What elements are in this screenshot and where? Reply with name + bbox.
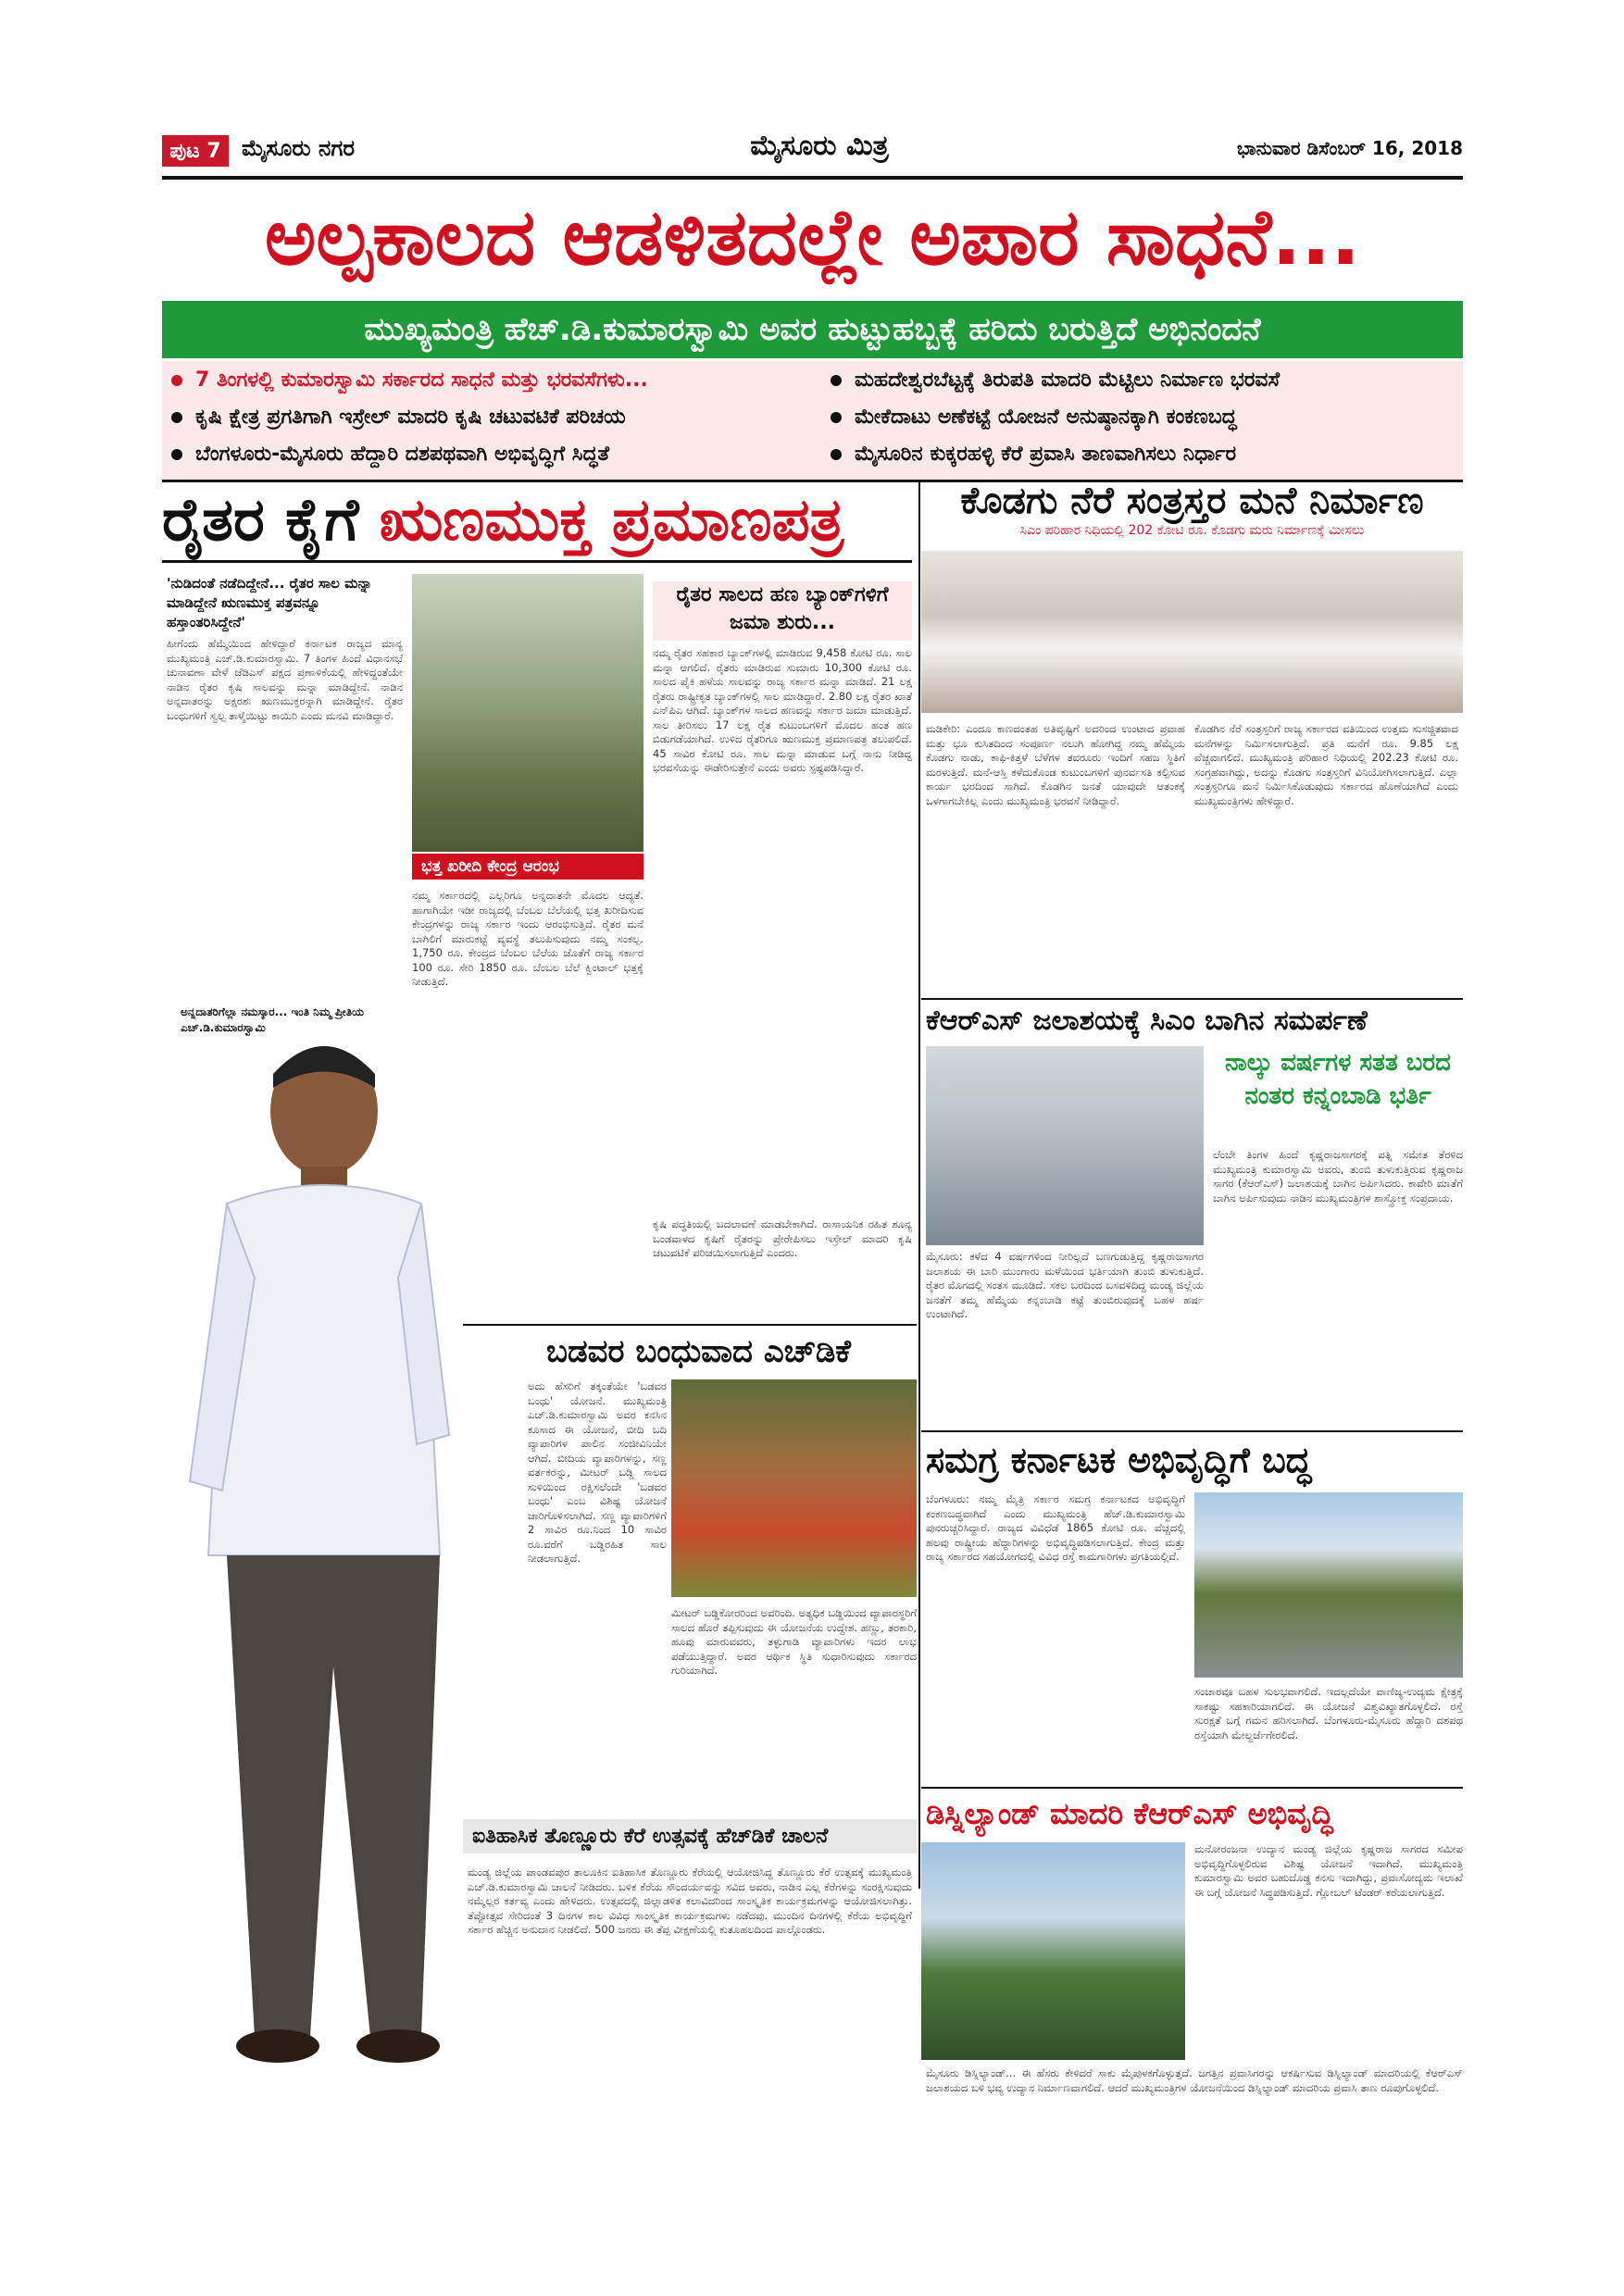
samagra-headline: ಸಮಗ್ರ ಕರ್ನಾಟಕ ಅಭಿವೃದ್ಧಿಗೆ ಬದ್ಧ xyxy=(926,1440,1312,1480)
rule xyxy=(921,1430,1463,1432)
rule xyxy=(921,998,1463,1000)
green-banner: ಮುಖ್ಯಮಂತ್ರಿ ಹೆಚ್.ಡಿ.ಕುಮಾರಸ್ವಾಮಿ ಅವರ ಹುಟ್ಟುಹಬ್ಬಕ್ಕೆ ಹರಿದು ಬರುತ್ತಿದೆ ಅಭಿನಂದನೆ xyxy=(162,301,1463,358)
highway-photo xyxy=(1194,1492,1463,1678)
rule xyxy=(921,1787,1463,1789)
samagra-body-a: ಬೆಂಗಳೂರು: ನಮ್ಮ ಮೈತ್ರಿ ಸರ್ಕಾರ ಸಮಗ್ರ ಕರ್ನಾಟಕದ ಅಭಿವೃದ್ಧಿಗೆ ಕಂಕಣಬದ್ಧವಾಗಿದೆ ಎಂದು ಮುಖ್ಯಮಂತ್ರಿ ಹೆಚ್.ಡಿ.ಕುಮಾರಸ್ವಾಮಿ ಪುನರುಚ್ಚರಿಸಿದ್ದಾರೆ. ರಾಜ್ಯದ ವಿವಿಧೆಡೆ 1865 ಕೋಟಿ ರೂ. ವೆಚ್ಚದಲ್ಲಿ ಹಲವು ರಾಷ್ಟ್ರೀಯ ಹೆದ್ದಾರಿಗಳನ್ನು ಅಭಿವೃದ್ಧಿಪಡಿಸಲಾಗುತ್ತಿದೆ. ಕೇಂದ್ರ ಮತ್ತು ರಾಜ್ಯ ಸರ್ಕಾರದ ಸಹಯೋಗದಲ್ಲಿ ವಿವಿಧ ರಸ್ತೆ ಕಾಮಗಾರಿಗಳು ಪ್ರಗತಿಯಲ್ಲಿವೆ. xyxy=(926,1492,1185,1563)
loans-body-2: ಕೃಷಿ ಪದ್ಧತಿಯಲ್ಲಿ ಬದಲಾವಣೆ ಮಾಡಬೇಕಾಗಿದೆ. ರಾಸಾಯನಿಕ ರಹಿತ ಶೂನ್ಯ ಬಂಡವಾಳದ ಕೃಷಿಗೆ ರೈತರನ್ನು ಪ್ರೇರೇಪಿಸಲು ಇಸ್ರೇಲ್ ಮಾದರಿ ಕೃಷಿ ಚಟುವಟಿಕೆ ಪರಿಚಯಿಸಲಾಗುತ್ತಿದೆ ಎಂದರು. xyxy=(653,1217,912,1259)
disney-body-b: ಮೈಸೂರು ಡಿಸ್ನಿಲ್ಯಾಂಡ್... ಈ ಹೆಸರು ಕೇಳಿದರೆ ಸಾಕು ಮೈಪುಳಕಗೊಳ್ಳುತ್ತದೆ. ಜಗತ್ತಿನ ಪ್ರವಾಸಿಗರನ್ನು ಆಕರ್ಷಿಸುವ ಡಿಸ್ನಿಲ್ಯಾಂಡ್ ಮಾದರಿಯಲ್ಲಿ ಕೆಆರ್‌ಎಸ್ ಜಲಾಶಯದ ಬಳಿ ಭವ್ಯ ಉದ್ಯಾನ ನಿರ್ಮಾಣವಾಗಲಿದೆ. ಆದರೆ ಮುಖ್ಯಮಂತ್ರಿಗಳ ಯೋಜನೆಯಿಂದ ಡಿಸ್ನಿಲ್ಯಾಂಡ್ ಮಾದರಿಯ ಪ್ರವಾಸಿ ತಾಣ ರೂಪುಗೊಳ್ಳಲಿದೆ. xyxy=(926,2066,1463,2094)
dateline: ಭಾನುವಾರ ಡಿಸೆಂಬರ್ 16, 2018 xyxy=(1236,137,1463,159)
badavara-body-a: ಅದು ಹೆಸರಿಗೆ ತಕ್ಕಂತೆಯೇ 'ಬಡವರ ಬಂಧು' ಯೋಜನೆ. ಮುಖ್ಯಮಂತ್ರಿ ಎಚ್.ಡಿ.ಕುಮಾರಸ್ವಾಮಿ ಅವರ ಕನಸಿನ ಕೂಸಾದ ಈ ಯೋಜನೆ, ಬೀದಿ ಬದಿ ವ್ಯಾಪಾರಿಗಳ ಪಾಲಿನ ಸಂಜೀವಿನಿಯೇ ಆಗಿದೆ. ಬೀದಿಯ ವ್ಯಾಪಾರಿಗಳನ್ನು, ಸಣ್ಣ ವರ್ತಕರನ್ನು, ಮೀಟರ್ ಬಡ್ಡಿ ಸಾಲದ ಸುಳಿಯಿಂದ ರಕ್ಷಿಸಲೆಂದೇ 'ಬಡವರ ಬಂಧು' ಎಂಬ ವಿಶಿಷ್ಟ ಯೋಜನೆ ಜಾರಿಗೊಳಿಸಲಾಗಿದೆ. ಸಣ್ಣ ವ್ಯಾಪಾರಿಗಳಿಗೆ 2 ಸಾವಿರ ರೂ.ನಿಂದ 10 ಸಾವಿರ ರೂ.ವರೆಗೆ ಬಡ್ಡಿರಹಿತ ಸಾಲ ನೀಡಲಾಗುತ್ತಿದೆ. xyxy=(528,1379,667,1565)
bullet-icon xyxy=(171,449,182,460)
highlight-item: ಮೈಸೂರಿನ ಕುಕ್ಕರಹಳ್ಳಿ ಕೆರೆ ಪ್ರವಾಸಿ ತಾಣವಾಗಿಸಲು ನಿರ್ಧಾರ xyxy=(831,443,1236,466)
tonnur-body: ಮಂಡ್ಯ ಜಿಲ್ಲೆಯ ಪಾಂಡವಪುರ ತಾಲೂಕಿನ ಐತಿಹಾಸಿಕ ತೊಣ್ಣೂರು ಕೆರೆಯಲ್ಲಿ ಆಯೋಜಿಸಿದ್ದ ತೊಣ್ಣೂರು ಕೆರೆ ಉತ್ಸವಕ್ಕೆ ಮುಖ್ಯಮಂತ್ರಿ ಎಚ್.ಡಿ.ಕುಮಾರಸ್ವಾಮಿ ಚಾಲನೆ ನೀಡಿದರು. ಬಳಿಕ ಕೆರೆಯ ಸೌಂದರ್ಯವನ್ನು ಸವಿದ ಅವರು, ನಾಡಿನ ಎಲ್ಲ ಕೆರೆಗಳನ್ನು ಸಂರಕ್ಷಿಸುವುದು ನಮ್ಮೆಲ್ಲರ ಕರ್ತವ್ಯ ಎಂದು ಹೇಳಿದರು. ಉತ್ಸವದಲ್ಲಿ ಜಿಲ್ಲಾಡಳಿತ ಕಲಾವಿದರಿಂದ ಸಾಂಸ್ಕೃತಿಕ ಕಾರ್ಯಕ್ರಮಗಳನ್ನು ಆಯೋಜಿಸಲಾಗಿತ್ತು. ತೆಪ್ಪೋತ್ಸವ ಸೇರಿದಂತೆ 3 ದಿನಗಳ ಕಾಲ ವಿವಿಧ ಸಾಂಸ್ಕೃತಿಕ ಕಾರ್ಯಕ್ರಮಗಳು ನಡೆದವು. ಮುಂದಿನ ದಿನಗಳಲ್ಲಿ ಕೆರೆಯ ಅಭಿವೃದ್ಧಿಗೆ ಸರ್ಕಾರ ಹೆಚ್ಚಿನ ಅನುದಾನ ನೀಡಲಿದೆ. 500 ಜನರು ಈ ತೆಪ್ಪ ವೀಕ್ಷಣೆಯಲ್ಲಿ ಕುತೂಹಲದಿಂದ ಪಾಲ್ಗೊಂಡರು. xyxy=(468,1866,912,1936)
samagra-body-b: ಸಂಚಾರವೂ ಬಹಳ ಸುಲಭವಾಗಲಿದೆ. ಇದಲ್ಲದೆಯೇ ವಾಣಿಜ್ಯ-ಉದ್ಯಮ ಕ್ಷೇತ್ರಕ್ಕೆ ಸಾಕಷ್ಟು ಸಹಕಾರಿಯಾಗಲಿದೆ. ಈ ಯೋಜನೆ ವಿಶ್ವವಿಖ್ಯಾತಗೊಳ್ಳಲಿದೆ. ರಸ್ತೆ ಸುರಕ್ಷತೆ ಬಗ್ಗೆ ಗಮನ ಹರಿಸಲಾಗಿದೆ. ಬೆಂಗಳೂರು-ಮೈಸೂರು ಹೆದ್ದಾರಿ ದಶಪಥ ರಸ್ತೆಯಾಗಿ ಮೇಲ್ದರ್ಜೆಗೇರಲಿದೆ. xyxy=(1194,1685,1463,1741)
loans-box-head: ರೈತರ ಸಾಲದ ಹಣ ಬ್ಯಾಂಕ್‌ಗಳಿಗೆ ಜಮಾ ಶುರು... xyxy=(653,581,912,641)
bullet-icon xyxy=(831,449,842,460)
paper-name: ಮೈಸೂರು ಮಿತ್ರ xyxy=(750,130,889,162)
bullet-icon xyxy=(831,412,842,423)
badavara-headline: ಬಡವರ ಬಂಧುವಾದ ಎಚ್‌ಡಿಕೆ xyxy=(546,1333,851,1370)
highlight-item: ಬೆಂಗಳೂರು-ಮೈಸೂರು ಹೆದ್ದಾರಿ ದಶಪಥವಾಗಿ ಅಭಿವೃದ್ಧಿಗೆ ಸಿದ್ಧತೆ xyxy=(171,443,609,466)
tonnur-headline: ಐತಿಹಾಸಿಕ ತೊಣ್ಣೂರು ಕೆರೆ ಉತ್ಸವಕ್ಕೆ ಹೆಚ್‌ಡಿಕೆ ಚಾಲನೆ xyxy=(463,1819,917,1853)
farmers-kicker: 'ನುಡಿದಂತೆ ನಡೆದಿದ್ದೇನೆ... ರೈತರ ಸಾಲ ಮನ್ನಾ ಮಾಡಿದ್ದೇನೆ ಋಣಮುಕ್ತ ಪತ್ರವನ್ನೂ ಹಸ್ತಾಂತರಿಸಿದ್ದೇನೆ' xyxy=(167,575,373,630)
highlight-item: ಕೃಷಿ ಕ್ಷೇತ್ರ ಪ್ರಗತಿಗಾಗಿ ಇಸ್ರೇಲ್ ಮಾದರಿ ಕೃಷಿ ಚಟುವಟಿಕೆ ಪರಿಚಯ xyxy=(171,406,626,429)
kodagu-body-b: ಕೊಡಗಿನ ನೆರೆ ಸಂತ್ರಸ್ತರಿಗೆ ರಾಜ್ಯ ಸರ್ಕಾರದ ವತಿಯಿಂದ ಉತ್ತಮ ಸುಸಜ್ಜಿತವಾದ ಮನೆಗಳನ್ನು ನಿರ್ಮಿಸಲಾಗುತ್ತಿದೆ. ಪ್ರತಿ ಮನೆಗೆ ರೂ. 9.85 ಲಕ್ಷ ವೆಚ್ಚವಾಗಲಿದೆ. ಮುಖ್ಯಮಂತ್ರಿ ಪರಿಹಾರ ನಿಧಿಯಲ್ಲಿ 202.23 ಕೋಟಿ ರೂ. ಸಂಗ್ರಹವಾಗಿದ್ದು, ಅದನ್ನು ಕೊಡಗು ಸಂತ್ರಸ್ತರಿಗೆ ವಿನಿಯೋಗಿಸಲಾಗುತ್ತಿದೆ. ಎಲ್ಲಾ ಸಂತ್ರಸ್ತರಿಗೂ ಮನೆ ನಿರ್ಮಿಸಿಕೊಡುವುದು ಸರ್ಕಾರದ ಹೊಣೆಯಾಗಿದೆ ಎಂದು ಮುಖ್ಯಮಂತ್ರಿಗಳು ಹೇಳಿದ್ದಾರೆ. xyxy=(1194,722,1458,807)
farmers-body-2: ನಮ್ಮ ಸರ್ಕಾರದಲ್ಲಿ ಎಲ್ಲರಿಗೂ ಅನ್ನದಾತನೇ ಮೊದಲ ಆದ್ಯತೆ. ಹಾಗಾಗಿಯೇ ಇಡೀ ರಾಜ್ಯದಲ್ಲಿ ಬೆಂಬಲ ಬೆಲೆಯಲ್ಲಿ ಭತ್ತ ಖರೀದಿಸುವ ಕೇಂದ್ರಗಳನ್ನು ರಾಜ್ಯ ಸರ್ಕಾರ ಇಂದು ಆರಂಭಿಸುತ್ತಿದೆ. ರೈತರ ಮನೆ ಬಾಗಿಲಿಗೆ ಮಾರುಕಟ್ಟೆ ವ್ಯವಸ್ಥೆ ತಲುಪಿಸುವುದು ನಮ್ಮ ಸಂಕಲ್ಪ. 1,750 ರೂ. ಕೇಂದ್ರದ ಬೆಂಬಲ ಬೆಲೆಯ ಜೊತೆಗೆ ರಾಜ್ಯ ಸರ್ಕಾರ 100 ರೂ. ಸೇರಿ 1850 ರೂ. ಬೆಂಬಲ ಬೆಲೆ ಕ್ವಿಂಟಾಲ್ ಭತ್ತಕ್ಕೆ ನೀಡುತ್ತಿದೆ. xyxy=(412,889,643,988)
bullet-icon xyxy=(171,412,182,423)
kodagu-subhead: ಸಿಎಂ ಪರಿಹಾರ ನಿಧಿಯಲ್ಲಿ 202 ಕೋಟಿ ರೂ. ಕೊಡಗು ಮರು ನಿರ್ಮಾಣಕ್ಕೆ ಮೀಸಲು xyxy=(1019,523,1365,538)
farmers-body: ಹೀಗೆಂದು ಹೆಮ್ಮೆಯಿಂದ ಹೇಳಿದ್ದಾರೆ ಕರ್ನಾಟಕ ರಾಜ್ಯದ ಮಾನ್ಯ ಮುಖ್ಯಮಂತ್ರಿ ಎಚ್.ಡಿ.ಕುಮಾರಸ್ವಾಮಿ. 7 ತಿಂಗಳ ಹಿಂದೆ ವಿಧಾನಸಭೆ ಚುನಾವಣಾ ವೇಳೆ ಜೆಡಿಎಸ್ ಪಕ್ಷದ ಪ್ರಣಾಳಿಕೆಯಲ್ಲಿ ಹೇಳಿದ್ದಂತೆಯೇ ನಾಡಿನ ರೈತರ ಕೃಷಿ ಸಾಲವನ್ನು ಮನ್ನಾ ಮಾಡಿದ್ದೇನೆ. ನಾಡಿನ ಅನ್ನದಾತರನ್ನು ಅಕ್ಷರಶಃ ಋಣಮುಕ್ತರನ್ನಾಗಿ ಮಾಡಿದ್ದೇನೆ. ರೈತರ ಬಂಧುಗಳಿಗೆ ಸ್ವಲ್ಪ ತಾಳ್ಮೆಯಿಟ್ಟು ಕಾಯಿರಿ ಎಂದು ಮನವಿ ಮಾಡಿದ್ದಾರೆ. xyxy=(167,637,403,722)
krs-body-a: ಲೆಂಬೇ ತಿಂಗಳ ಹಿಂದೆ ಕೃಷ್ಣರಾಜಸಾಗರಕ್ಕೆ ಪತ್ನಿ ಸಮೇತ ತೆರಳಿದ ಮುಖ್ಯಮಂತ್ರಿ ಕುಮಾರಸ್ವಾಮಿ ಅವರು, ತುಂಬಿ ತುಳುಕುತ್ತಿರುವ ಕೃಷ್ಣರಾಜ ಸಾಗರ (ಕೆಆರ್‌ಎಸ್) ಜಲಾಶಯಕ್ಕೆ ಬಾಗಿನ ಅರ್ಪಿಸಿದರು. ಕಾವೇರಿ ಮಾತೆಗೆ ಬಾಗಿನ ಅರ್ಪಿಸುವುದು ನಾಡಿನ ಮುಖ್ಯಮಂತ್ರಿಗಳ ಶಾಸ್ತ್ರೋಕ್ತ ಸಂಪ್ರದಾಯ. xyxy=(1213,1148,1463,1204)
section-name: ಮೈಸೂರು ನಗರ xyxy=(242,135,356,161)
rule xyxy=(162,560,912,563)
bullet-icon xyxy=(831,375,842,386)
paddy-photo xyxy=(412,574,643,852)
kodagu-headline: ಕೊಡಗು ನೆರೆ ಸಂತ್ರಸ್ತರ ಮನೆ ನಿರ್ಮಾಣ xyxy=(960,480,1424,522)
highlight-item: ಮಹದೇಶ್ವರಬೆಟ್ಟಕ್ಕೆ ತಿರುಪತಿ ಮಾದರಿ ಮೆಟ್ಟಿಲು ನಿರ್ಮಾಣ ಭರವಸೆ xyxy=(831,368,1280,392)
masthead-rule xyxy=(162,176,1463,180)
vendor-photo xyxy=(671,1379,917,1597)
disney-headline: ಡಿಸ್ನಿಲ್ಯಾಂಡ್ ಮಾದರಿ ಕೆಆರ್‌ಎಸ್ ಅಭಿವೃದ್ಧಿ xyxy=(926,1796,1333,1831)
rule xyxy=(463,1324,917,1326)
kodagu-photo xyxy=(921,551,1463,713)
cm-signoff: ಅನ್ನದಾತರಿಗೆಲ್ಲಾ ನಮಸ್ಕಾರ... ಇಂತಿ ನಿಮ್ಮ ಪ್ರೀತಿಯ ಎಚ್.ಡಿ.ಕುಮಾರಸ್ವಾಮಿ xyxy=(181,1005,364,1034)
highlight-item: 7 ತಿಂಗಳಲ್ಲಿ ಕುಮಾರಸ್ವಾಮಿ ಸರ್ಕಾರದ ಸಾಧನೆ ಮತ್ತು ಭರವಸೆಗಳು... xyxy=(171,368,648,392)
masthead xyxy=(162,130,1463,174)
krs-body-b: ಮೈಸೂರು: ಕಳೆದ 4 ವರ್ಷಗಳಿಂದ ನೀರಿಲ್ಲದೆ ಬಣಗುಡುತ್ತಿದ್ದ ಕೃಷ್ಣರಾಜಸಾಗರ ಜಲಾಶಯ ಈ ಬಾರಿ ಮುಂಗಾರು ಮಳೆಯಿಂದ ಭರ್ತಿಯಾಗಿ ತುಂಬಿ ತುಳುಕುತ್ತಿದೆ. ರೈತರ ಮೊಗದಲ್ಲಿ ಸಂತಸ ಮೂಡಿದೆ. ಸಕಲ ಬರದಿಂದ ಬಸವಳಿದಿದ್ದ ಮಂಡ್ಯ ಜಿಲ್ಲೆಯ ಜನತೆಗೆ ತಮ್ಮ ಹೆಮ್ಮೆಯ ಕನ್ನಂಬಾಡಿ ಕಟ್ಟೆ ತುಂಬಿರುವುದಕ್ಕೆ ಬಹಳ ಹರ್ಷ ಉಂಟಾಗಿದೆ. xyxy=(926,1250,1204,1320)
disney-body-a: ಮನೋರಂಜನಾ ಉದ್ಯಾನ ಮಂಡ್ಯ ಜಿಲ್ಲೆಯ ಕೃಷ್ಣರಾಜ ಸಾಗರದ ಸಮೀಪ ಅಭಿವೃದ್ಧಿಗೊಳ್ಳಲಿರುವ ವಿಶಿಷ್ಟ ಯೋಜನೆ ಇದಾಗಿದೆ. ಮುಖ್ಯಮಂತ್ರಿ ಕುಮಾರಸ್ವಾಮಿ ಅವರ ಬಹುದೊಡ್ಡ ಕನಸು ಇದಾಗಿದ್ದು, ಪ್ರವಾಸೋದ್ಯಮ ಇಲಾಖೆ ಈ ಬಗ್ಗೆ ಯೋಜನೆ ಸಿದ್ಧಪಡಿಸುತ್ತಿದೆ. ಗ್ಲೋಬಲ್ ಟೆಂಡರ್ ಕರೆಯಲಾಗುತ್ತಿದೆ. xyxy=(1194,1842,1463,1899)
farmers-headline: ರೈತರ ಕೈಗೆ ಋಣಮುಕ್ತ ಪ್ರಮಾಣಪತ್ರ xyxy=(162,486,844,555)
paddy-caption: ಭತ್ತ ಖರೀದಿ ಕೇಂದ್ರ ಆರಂಭ xyxy=(412,854,643,880)
highlights-box xyxy=(162,361,1463,482)
loans-body: ನಮ್ಮ ರೈತರ ಸಹಕಾರ ಬ್ಯಾಂಕ್‌ಗಳಲ್ಲಿ ಮಾಡಿರುವ 9,458 ಕೋಟಿ ರೂ. ಸಾಲ ಮನ್ನಾ ಆಗಲಿದೆ. ರೈತರು ಮಾಡಿರುವ ಸುಮಾರು 10,300 ಕೋಟಿ ರೂ. ಸಾಲದ ಪೈಕಿ ಹಳೆಯ ಸಾಲವನ್ನು ರಾಜ್ಯ ಸರ್ಕಾರ ಮನ್ನಾ ಮಾಡಿದೆ. 21 ಲಕ್ಷ ರೈತರು ರಾಷ್ಟ್ರೀಕೃತ ಬ್ಯಾಂಕ್‌ಗಳಲ್ಲಿ ಸಾಲ ಮಾಡಿದ್ದಾರೆ. 2.80 ಲಕ್ಷ ರೈತರ ಖಾತೆ ಎನ್‌ಪಿಎ ಆಗಿದೆ. ಬ್ಯಾಂಕ್‌ಗಳ ಸಾಲದ ಹಣವನ್ನು ಸರ್ಕಾರ ಜಮಾ ಮಾಡುತ್ತಿದೆ. ಸಾಲ ತೀರಿಸಲು 17 ಲಕ್ಷ ರೈತ ಕುಟುಂಬಗಳಿಗೆ ಮೊದಲ ಹಂತ ಹಣ ಬಿಡುಗಡೆಯಾಗಿದೆ. ಉಳಿದ ರೈತರಿಗೂ ಋಣಮುಕ್ತ ಪ್ರಮಾಣಪತ್ರ ತಲುಪಲಿದೆ. 45 ಸಾವಿರ ಕೋಟಿ ರೂ. ಸಾಲ ಮನ್ನಾ ಮಾಡುವ ಬಗ್ಗೆ ನಾನು ನೀಡಿದ್ದ ಭರವಸೆಯನ್ನು ಈಡೇರಿಸುತ್ತೇನೆ ಎಂದು ಅವರು ಸ್ಪಷ್ಟಪಡಿಸಿದ್ದಾರೆ. xyxy=(653,646,912,774)
page-number: ಪುಟ 7 xyxy=(162,135,229,167)
krs-headline: ಕೆಆರ್‌ಎಸ್ ಜಲಾಶಯಕ್ಕೆ ಸಿಎಂ ಬಾಗಿನ ಸಮರ್ಪಣೆ xyxy=(926,1004,1368,1037)
highlight-item: ಮೇಕೆದಾಟು ಅಣೆಕಟ್ಟೆ ಯೋಜನೆ ಅನುಷ್ಠಾನಕ್ಕಾಗಿ ಕಂಕಣಬದ್ಧ xyxy=(831,406,1237,429)
badavara-body-b: ಮೀಟರ್ ಬಡ್ಡಿಕೋರರಿಂದ ಅವರಿಂದಿ. ಅತ್ಯಧಿಕ ಬಡ್ಡಿಯಿಂದ ವ್ಯಾಪಾರಸ್ಥರಿಗೆ ಸಾಲದ ಹೊರೆ ತಪ್ಪಿಸುವುದು ಈ ಯೋಜನೆಯ ಉದ್ದೇಶ. ಹಣ್ಣು, ತರಕಾರಿ, ಹೂವು ಮಾರುವವರು, ತಳ್ಳುಗಾಡಿ ವ್ಯಾಪಾರಿಗಳು ಇದರ ಲಾಭ ಪಡೆಯುತ್ತಿದ್ದಾರೆ. ಅವರ ಆರ್ಥಿಕ ಸ್ಥಿತಿ ಸುಧಾರಿಸುವುದು ಸರ್ಕಾರದ ಗುರಿಯಾಗಿದೆ. xyxy=(671,1606,917,1677)
column-rule xyxy=(918,481,920,1889)
kodagu-body-a: ಮಡಿಕೇರಿ: ಎಂದೂ ಕಾಣದಂತಹ ಅತಿವೃಷ್ಟಿಗೆ ಅದರಿಂದ ಉಂಟಾದ ಪ್ರವಾಹ ಮತ್ತು ಭೂ ಕುಸಿತದಿಂದ ಸಂಪೂರ್ಣ ನಲುಗಿ ಹೋಗಿದ್ದ ನಮ್ಮ ಹೆಮ್ಮೆಯ ಕೊಡಗು ನಾಡು, ಕಾಫಿ-ಕಿತ್ತಳೆ ಬೆಳೆಗಳ ತವರೂರು ಇಂದಿಗೆ ಸಹಜ ಸ್ಥಿತಿಗೆ ಮರಳುತ್ತಿದೆ. ಮನೆ-ಆಸ್ತಿ ಕಳೆದುಕೊಂಡ ಕುಟುಂಬಗಳಿಗೆ ಪುನರ್ವಸತಿ ಕಲ್ಪಿಸುವ ಕಾರ್ಯ ಭರದಿಂದ ಸಾಗಿದೆ. ಕೊಡಗಿನ ಜನತೆ ಯಾವುದೇ ಆತಂಕಕ್ಕೆ ಒಳಗಾಗಬೇಕಿಲ್ಲ ಎಂದು ಮುಖ್ಯಮಂತ್ರಿ ಭರವಸೆ ನೀಡಿದ್ದಾರೆ. xyxy=(926,722,1185,807)
main-headline: ಅಲ್ಪಕಾಲದ ಆಡಳಿತದಲ್ಲೇ ಅಪಾರ ಸಾಧನೆ... xyxy=(264,192,1361,282)
krs-photo xyxy=(926,1046,1204,1245)
bullet-icon xyxy=(171,375,182,386)
disney-photo xyxy=(921,1842,1185,2060)
krs-green-subhead: ನಾಲ್ಕು ವರ್ಷಗಳ ಸತತ ಬರದ ನಂತರ ಕನ್ನಂಬಾಡಿ ಭರ್ತಿ xyxy=(1225,1049,1451,1110)
